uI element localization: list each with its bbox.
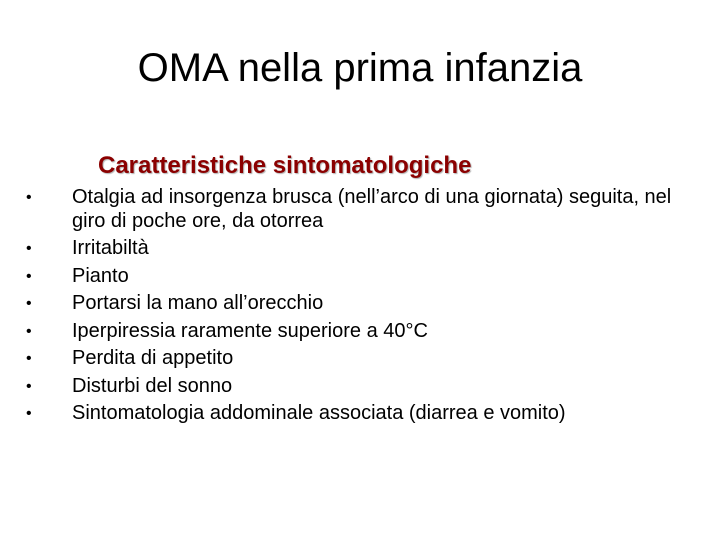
bullet-icon: • (26, 377, 32, 395)
bullet-item (22, 347, 702, 371)
bullet-text: Irritabiltà (72, 237, 149, 259)
slide-title: OMA nella prima infanzia (137, 46, 583, 90)
bullet-item (22, 375, 702, 399)
bullet-item (22, 186, 702, 233)
bullet-icon: • (26, 322, 32, 340)
bullet-text: Pianto (72, 264, 129, 287)
bullet-icon: • (26, 350, 32, 367)
section-subtitle: Caratteristiche sintomatologiche (98, 152, 472, 179)
bullet-text: Sintomatologia addominale associata (diarrea e vomito) (72, 402, 566, 424)
bullet-item (22, 237, 702, 261)
bullet-icon: • (26, 240, 32, 257)
bullet-icon: • (26, 405, 32, 422)
bullet-text: Otalgia ad insorgenza brusca (nell’arco di una giornata) seguita, nel giro di poche ore, da otorrea (72, 186, 672, 232)
bullet-text: Perdita di appetito (72, 347, 234, 369)
bullet-item (22, 320, 702, 344)
bullet-icon: • (26, 295, 32, 312)
bullet-text: Iperpiressia raramente superiore a 40°C (72, 319, 428, 342)
bullet-text: Disturbi del sonno (72, 374, 233, 397)
bullet-item (22, 265, 702, 289)
bullet-text: Portarsi la mano all’orecchio (72, 292, 324, 314)
bullet-list (22, 186, 702, 430)
bullet-icon: • (26, 267, 32, 285)
bullet-item (22, 402, 702, 426)
bullet-item (22, 292, 702, 316)
bullet-icon: • (26, 189, 32, 206)
